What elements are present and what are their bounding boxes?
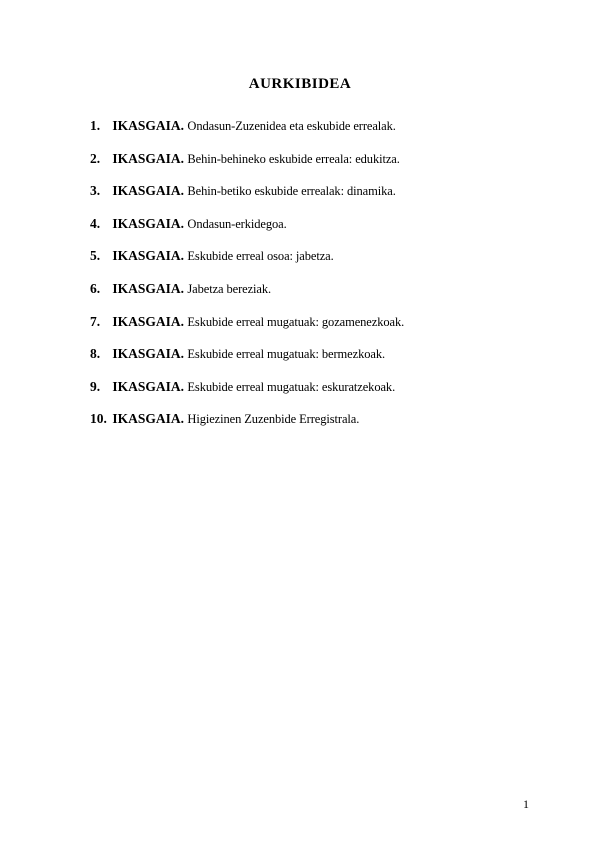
toc-entry-number: 1. [90,118,101,133]
toc-entry-label: IKASGAIA. [112,411,185,427]
toc-entry-text: Eskubide erreal mugatuak: bermezkoak. [187,347,385,362]
toc-entry-label: IKASGAIA. [112,280,185,296]
toc-entry-1 [90,117,560,150]
toc-entry-number: 4. [90,215,101,231]
toc-entry-2 [90,150,560,183]
toc-entry-label: IKASGAIA. [112,118,185,133]
toc-entry-number: 6. [90,280,101,296]
toc-entry-text: Ondasun-Zuzenidea eta eskubide errealak. [187,119,396,133]
toc-entry-5 [90,247,560,280]
toc-entry-label: IKASGAIA. [112,248,185,264]
toc-entry-text: Jabetza bereziak. [187,281,272,296]
toc-entry-text: Behin-betiko eskubide errealak: dinamika. [187,184,396,199]
toc-entry-text: Eskubide erreal mugatuak: gozamenezkoak. [187,314,405,329]
toc-entry-number: 5. [90,248,101,264]
toc-entry-label: IKASGAIA. [112,215,185,231]
page-number: 1 [523,797,529,811]
toc-entry-3 [90,182,560,215]
toc-entry-label: IKASGAIA. [112,313,185,329]
toc-entry-7 [90,313,560,346]
page-title: AURKIBIDEA [248,76,352,92]
toc-entry-text: Eskubide erreal mugatuak: eskuratzekoak. [187,379,396,394]
toc-entry-number: 10. [90,411,107,427]
toc-entry-4 [90,215,560,248]
toc-entry-number: 3. [90,183,101,199]
toc-entry-text: Behin-behineko eskubide erreala: edukitza. [187,151,400,166]
toc-entry-number: 8. [90,346,101,362]
toc-entry-label: IKASGAIA. [112,378,185,394]
toc-entry-label: IKASGAIA. [112,346,185,362]
toc-entry-number: 9. [90,378,101,394]
toc-entry-9 [90,378,560,411]
toc-entry-text: Eskubide erreal osoa: jabetza. [187,249,334,264]
toc-entry-text: Higiezinen Zuzenbide Erregistrala. [187,412,360,427]
toc-entry-text: Ondasun-erkidegoa. [187,216,287,231]
toc-entry-label: IKASGAIA. [112,183,185,199]
toc-entry-label: IKASGAIA. [112,150,185,166]
table-of-contents [90,117,560,443]
toc-entry-number: 7. [90,313,101,329]
toc-entry-6 [90,280,560,313]
toc-entry-8 [90,345,560,378]
toc-entry-10 [90,410,560,443]
toc-entry-number: 2. [90,150,101,166]
